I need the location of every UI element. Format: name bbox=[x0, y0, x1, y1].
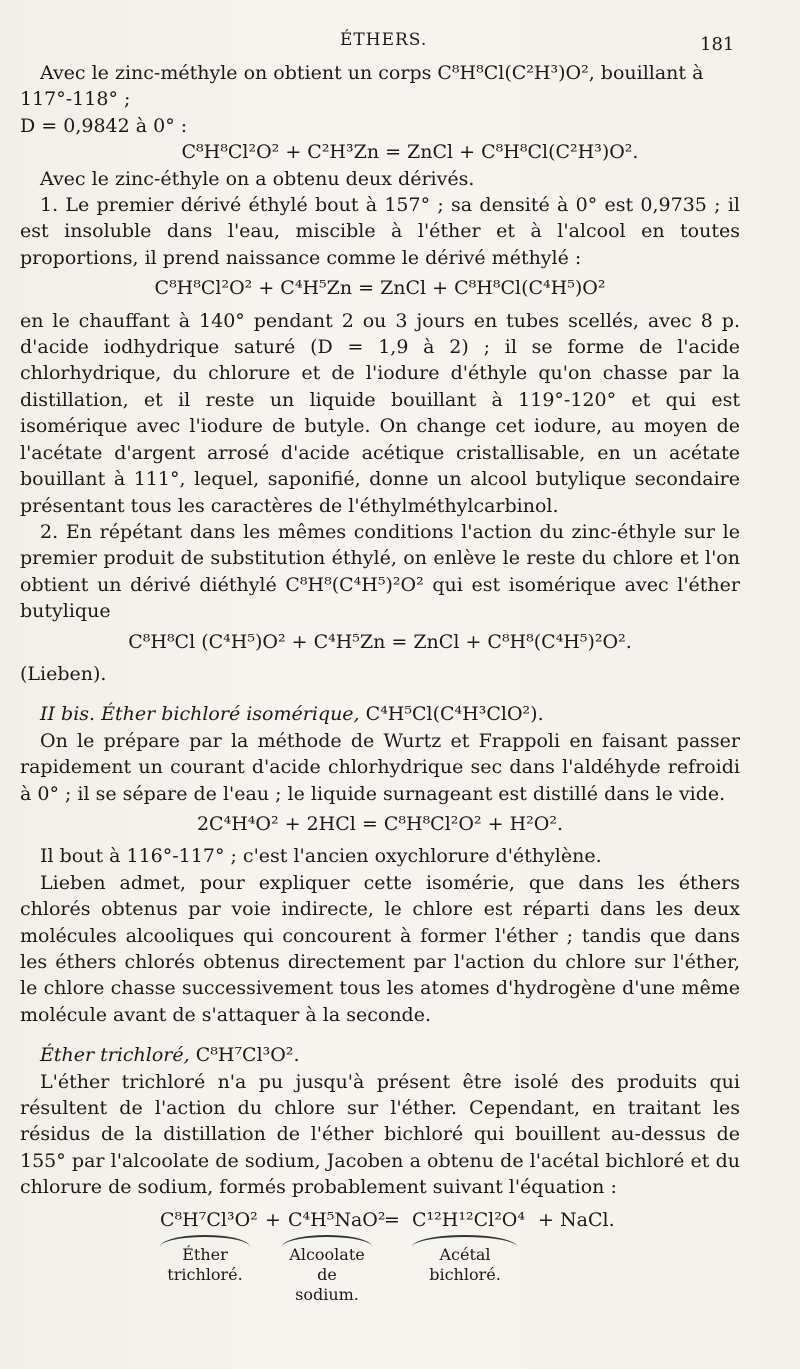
paragraph: Avec le zinc-méthyle on obtient un corps C⁸H⁸Cl(C²H³)O², bouillant à 117°-118° ; bbox=[20, 62, 704, 111]
body-text bbox=[20, 60, 740, 1317]
heading-formula: C⁸H⁷Cl³O². bbox=[195, 1044, 300, 1067]
paragraph: en le chauffant à 140° pendant 2 ou 3 jours en tubes scellés, avec 8 p. d'acide iodhydrique saturé (D = 1,9 à 2) ; il se forme de l'acide chlorhydrique, du chlorure et de l'iodure d'éthyle qu'on chasse par la distillation, et il reste un liquide bouillant à 119°-120° et qui est isomérique avec l'iodure de butyle. On change cet iodure, au moyen de l'acétate d'argent arrosé d'acide acétique cristallisable, en un acétate bouillant à 111°, lequel, saponifié, donne un alcool butylique secondaire présentant tous les caractères de l'éthylméthylcarbinol. bbox=[20, 309, 740, 517]
equation: C⁸H⁸Cl (C⁴H⁵)O² + C⁴H⁵Zn = ZnCl + C⁸H⁸(C⁴H⁵)²O². bbox=[128, 630, 632, 653]
paragraph: (Lieben). bbox=[20, 662, 107, 685]
heading-formula: C⁴H⁵Cl(C⁴H³ClO²). bbox=[365, 703, 544, 726]
heading-label: II bis. Éther bichloré isomérique, bbox=[40, 703, 360, 726]
paragraph: D = 0,9842 à 0° : bbox=[20, 114, 188, 137]
paragraph: 2. En répétant dans les mêmes conditions l'action du zinc-éthyle sur le premier produit de substitution éthylé, on enlève le reste du chlore et l'on obtient un dérivé diéthylé C⁸H⁸(C⁴H⁵)²O² qui est isomérique avec l'éther butylique bbox=[20, 520, 740, 623]
label-acetal: Acétal bichloré. bbox=[429, 1244, 501, 1284]
paragraph: Il bout à 116°-117° ; c'est l'ancien oxychlorure d'éthylène. bbox=[40, 845, 602, 868]
final-equation bbox=[20, 1207, 740, 1317]
page-header bbox=[0, 26, 800, 56]
heading-label: Éther trichloré, bbox=[40, 1044, 190, 1067]
label-alcoolate: Alcoolate de sodium. bbox=[289, 1244, 365, 1304]
term-nacl: NaCl. bbox=[560, 1208, 615, 1231]
equation: C⁸H⁸Cl²O² + C⁴H⁵Zn = ZnCl + C⁸H⁸Cl(C⁴H⁵)O² bbox=[154, 277, 606, 300]
paragraph: On le prépare par la méthode de Wurtz et Frappoli en faisant passer rapidement un courant d'acide chlorhydrique sec dans l'aldéhyde refroidi à 0° ; il se sépare de l'eau ; le liquide surnageant est distillé dans le vide. bbox=[20, 729, 740, 805]
term-acetal: C¹²H¹²Cl²O⁴ bbox=[412, 1208, 525, 1231]
paragraph: L'éther trichloré n'a pu jusqu'à présent être isolé des produits qui résultent de l'action du chlore sur l'éther. Cependant, en traitant les résidus de la distillation de l'éther bichloré qui bouillent au-dessus de 155° par l'alcoolate de sodium, Jacoben a obtenu de l'acétal bichloré et du chlorure de sodium, formés probablement suivant l'équation : bbox=[20, 1070, 740, 1199]
paragraph: Avec le zinc-éthyle on a obtenu deux dérivés. bbox=[40, 167, 475, 190]
term-alcoolate: C⁴H⁵NaO² bbox=[288, 1208, 386, 1231]
equation: C⁸H⁸Cl²O² + C²H³Zn = ZnCl + C⁸H⁸Cl(C²H³)O². bbox=[181, 141, 639, 164]
section-heading bbox=[20, 701, 740, 727]
equals-sign: = bbox=[384, 1208, 400, 1231]
running-title: ÉTHERS. bbox=[340, 30, 428, 50]
label-ether-trichlore: Éther trichloré. bbox=[167, 1244, 243, 1284]
paragraph: Lieben admet, pour expliquer cette isomérie, que dans les éthers chlorés obtenus par voie indirecte, le chlore est réparti dans les deux molécules alcooliques qui concourent à former l'éther ; tandis que dans les éthers chlorés obtenus directement par l'action du chlore sur l'éther, le chlore chasse successivement tous les atomes d'hydrogène d'une même molécule avant de s'attaquer à la seconde. bbox=[20, 871, 740, 1026]
section-heading bbox=[20, 1042, 740, 1068]
plus-sign: + bbox=[265, 1208, 281, 1231]
plus-sign: + bbox=[538, 1208, 554, 1231]
equation: 2C⁴H⁴O² + 2HCl = C⁸H⁸Cl²O² + H²O². bbox=[196, 812, 564, 835]
paragraph: 1. Le premier dérivé éthylé bout à 157° ; sa densité à 0° est 0,9735 ; il est insoluble dans l'eau, miscible à l'éther et à l'alcool en toutes proportions, il prend naissance comme le dérivé méthylé : bbox=[20, 194, 740, 269]
term-ether-trichlore: C⁸H⁷Cl³O² bbox=[160, 1208, 258, 1231]
page-number: 181 bbox=[700, 34, 735, 55]
